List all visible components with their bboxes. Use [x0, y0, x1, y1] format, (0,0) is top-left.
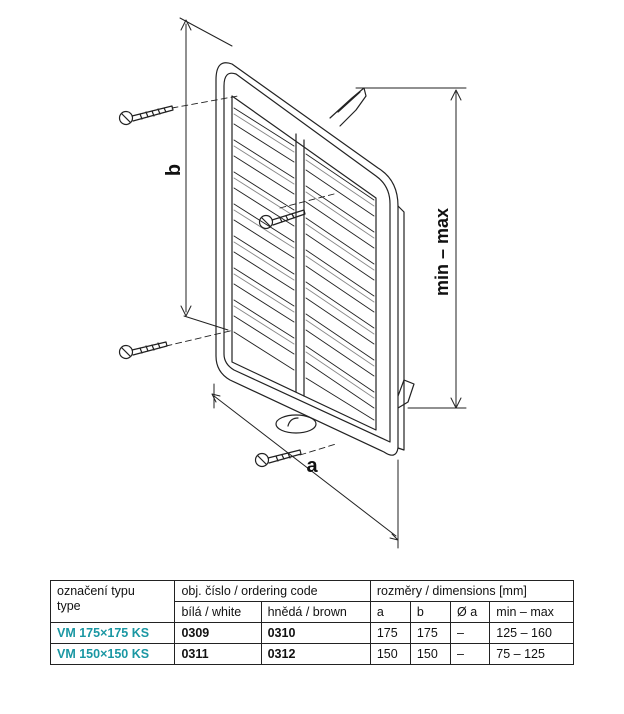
type-header-cz: označení typu	[57, 584, 135, 598]
a-cell: 150	[370, 644, 410, 665]
white-code-cell: 0309	[175, 623, 261, 644]
min-max-cell: 75 – 125	[490, 644, 574, 665]
dimension-min-max-label: min – max	[432, 207, 452, 297]
type-cell: VM 150×150 KS	[51, 644, 175, 665]
brown-code-cell: 0310	[261, 623, 370, 644]
a-cell: 175	[370, 623, 410, 644]
ordering-code-header: obj. číslo / ordering code	[175, 581, 370, 602]
white-code-cell: 0311	[175, 644, 261, 665]
diameter-cell: –	[451, 623, 490, 644]
dimension-b-label: b	[163, 163, 185, 177]
dimension-a-label: a	[306, 455, 318, 477]
type-header-en: type	[57, 599, 81, 613]
dimensions-header: rozměry / dimensions [mm]	[370, 581, 573, 602]
min-max-subheader: min – max	[490, 602, 574, 623]
bottom-cutout	[276, 415, 316, 433]
mounting-spring-top	[330, 88, 366, 126]
brown-code-cell: 0312	[261, 644, 370, 665]
table-row	[51, 623, 574, 644]
table-row	[51, 644, 574, 665]
type-cell: VM 175×175 KS	[51, 623, 175, 644]
brown-subheader: hnědá / brown	[261, 602, 370, 623]
screw-bottom-left	[120, 342, 168, 359]
mounting-spring-bottom	[398, 380, 414, 408]
b-subheader: b	[410, 602, 450, 623]
table-header-row	[51, 581, 574, 602]
a-subheader: a	[370, 602, 410, 623]
diameter-subheader: Ø a	[451, 602, 490, 623]
white-subheader: bílá / white	[175, 602, 261, 623]
specification-table	[50, 580, 574, 665]
type-header-cell	[51, 581, 175, 623]
min-max-cell: 125 – 160	[490, 623, 574, 644]
diameter-cell: –	[451, 644, 490, 665]
b-cell: 175	[410, 623, 450, 644]
b-cell: 150	[410, 644, 450, 665]
screw-top-left	[120, 106, 174, 125]
